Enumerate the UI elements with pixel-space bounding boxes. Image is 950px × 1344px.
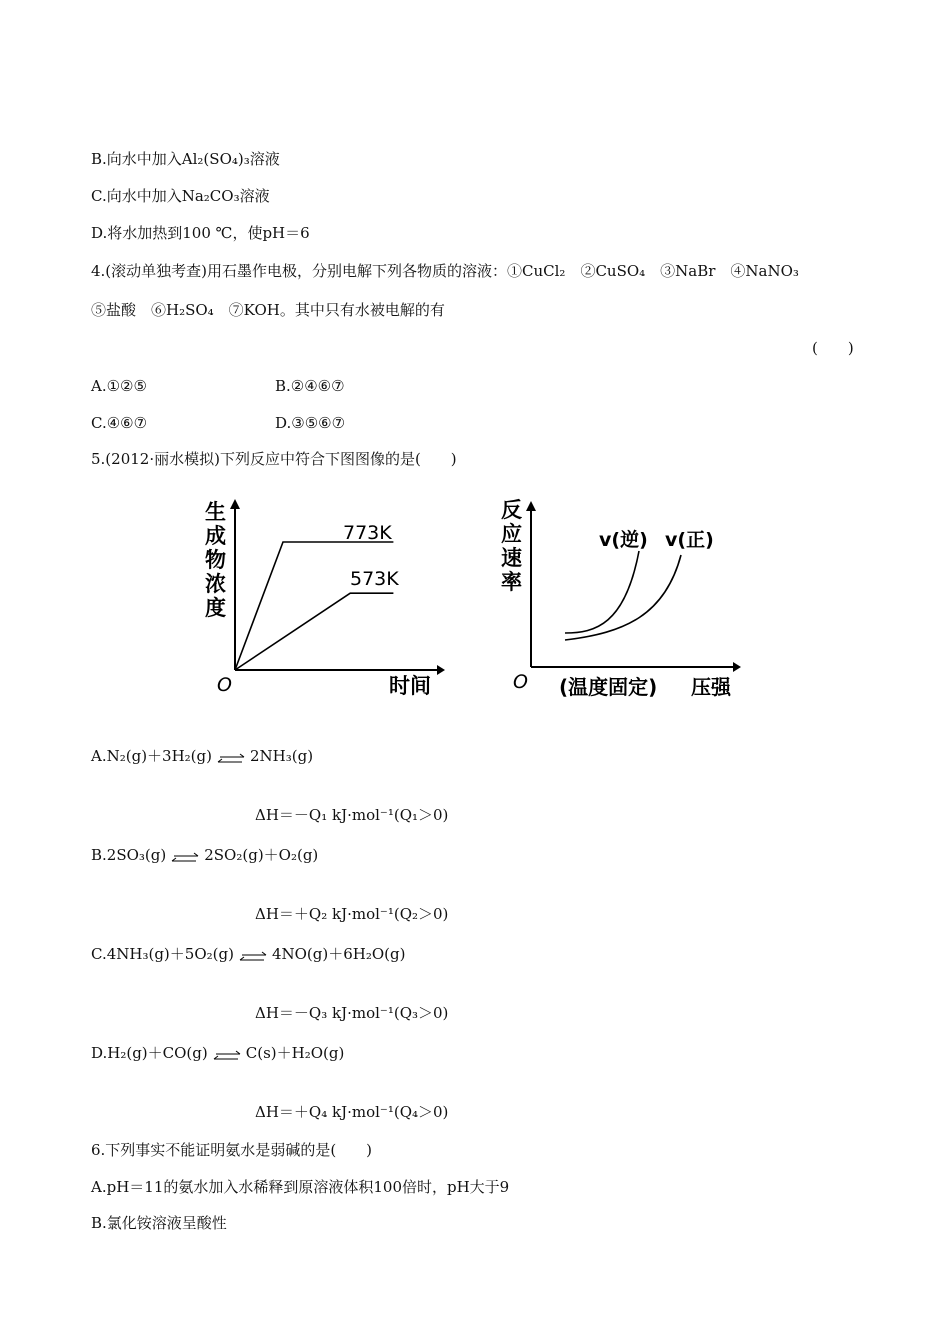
q4-option-a: A.①②⑤ (91, 377, 147, 395)
fig2-series-label-v-forward: v(正) (665, 529, 714, 551)
q5-option-a (91, 747, 313, 767)
q4-stem-line1: 4.(滚动单独考查)用石墨作电极，分别电解下列各物质的溶液：①CuCl₂ ②CuSO₄ ③NaBr ④NaNO₃ (91, 262, 799, 280)
q4-option-c: C.④⑥⑦ (91, 414, 148, 432)
q6-option-a: A.pH＝11的氨水加入水稀释到原溶液体积100倍时，pH大于9 (91, 1178, 510, 1196)
q5-c-products: 4NO(g)＋6H₂O(g) (271, 945, 406, 963)
equilibrium-arrow-icon (212, 1046, 242, 1064)
q4-stem-line2: ⑤盐酸 ⑥H₂SO₄ ⑦KOH。其中只有水被电解的有 (91, 301, 445, 319)
q5-d-reactants: D.H₂(g)＋CO(g) (91, 1044, 208, 1062)
fig2-origin-label: O (513, 671, 528, 693)
fig1-origin-label: O (217, 674, 232, 696)
equilibrium-arrow-icon (170, 848, 200, 866)
fig1-series-line-773k (235, 542, 393, 670)
fig2-xlabel: 压强 (691, 675, 731, 699)
q4-option-b: B.②④⑥⑦ (275, 377, 345, 395)
q5-a-reactants: A.N₂(g)＋3H₂(g) (91, 747, 212, 765)
fig1-xlabel: 时间 (389, 674, 431, 698)
q3-option-c: C.向水中加入Na₂CO₃溶液 (91, 187, 270, 205)
q4-answer-bracket: ( ) (812, 339, 854, 357)
q5-option-b-dh: ΔH＝＋Q₂ kJ·mol⁻¹(Q₂＞0) (255, 905, 449, 923)
q4-option-d: D.③⑤⑥⑦ (275, 414, 346, 432)
q5-option-c (91, 945, 405, 965)
q5-d-products: C(s)＋H₂O(g) (245, 1044, 345, 1062)
fig1-ylabel-char1: 生 (205, 500, 226, 524)
fig2-curve-v-reverse (565, 551, 639, 633)
q3-option-b: B.向水中加入Al₂(SO₄)₃溶液 (91, 150, 280, 168)
fig2-series-label-v-reverse: v(逆) (599, 529, 648, 551)
equilibrium-arrow-icon (216, 749, 246, 767)
fig2-curve-v-forward (565, 555, 681, 640)
figure-concentration-time (195, 495, 445, 705)
q6-stem: 6.下列事实不能证明氨水是弱碱的是( ) (91, 1141, 373, 1159)
q3-option-d: D.将水加热到100 ℃，使pH＝6 (91, 224, 310, 242)
q6-option-b: B.氯化铵溶液呈酸性 (91, 1214, 227, 1232)
fig2-ylabel-char3: 速 (501, 546, 522, 570)
fig1-ylabel-char2: 成 (205, 524, 226, 548)
q5-a-products: 2NH₃(g) (250, 747, 314, 765)
fig2-ylabel-char1: 反 (501, 498, 522, 522)
fig1-ylabel-char5: 度 (205, 596, 226, 620)
fig1-series-label-573k: 573K (350, 568, 399, 590)
figure-rate-pressure (495, 495, 745, 710)
q5-b-products: 2SO₂(g)＋O₂(g) (204, 846, 319, 864)
q5-option-d (91, 1044, 344, 1064)
fig1-ylabel-char3: 物 (205, 548, 226, 572)
fig2-ylabel-char4: 率 (501, 570, 522, 594)
q5-b-reactants: B.2SO₃(g) (91, 846, 167, 864)
q5-option-a-dh: ΔH＝－Q₁ kJ·mol⁻¹(Q₁＞0) (255, 806, 449, 824)
fig1-series-label-773k: 773K (343, 522, 392, 544)
equilibrium-arrow-icon (238, 947, 268, 965)
fig1-ylabel-char4: 浓 (205, 572, 226, 596)
q5-option-c-dh: ΔH＝－Q₃ kJ·mol⁻¹(Q₃＞0) (255, 1004, 449, 1022)
q5-c-reactants: C.4NH₃(g)＋5O₂(g) (91, 945, 234, 963)
fig2-ylabel-char2: 应 (501, 522, 522, 546)
q5-stem: 5.(2012·丽水模拟)下列反应中符合下图图像的是( ) (91, 450, 457, 468)
q5-option-b (91, 846, 318, 866)
q5-option-d-dh: ΔH＝＋Q₄ kJ·mol⁻¹(Q₄＞0) (255, 1103, 449, 1121)
fig2-note: (温度固定) (559, 675, 658, 699)
